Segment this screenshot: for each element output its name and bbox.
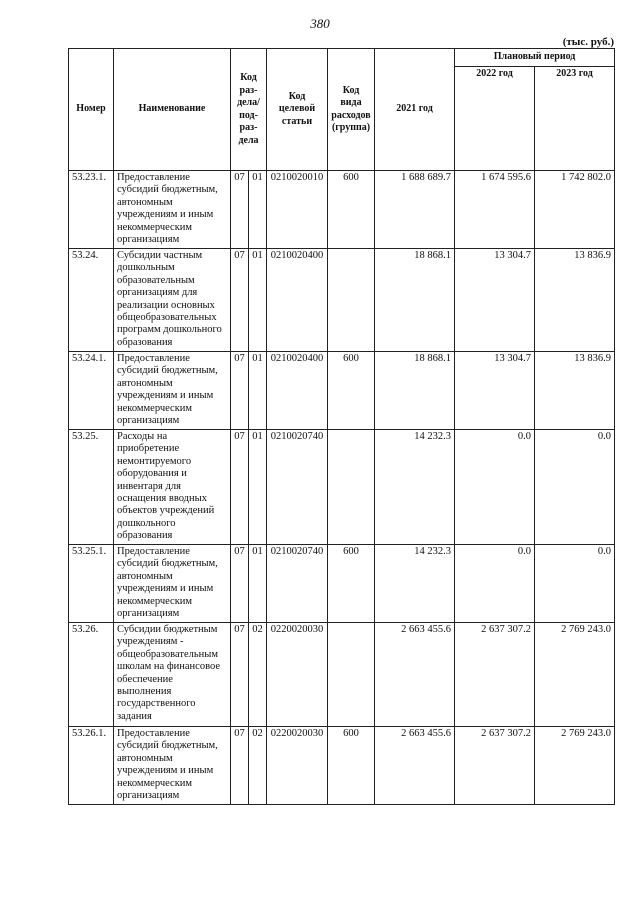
header-2023: 2023 год [535,67,615,171]
budget-table [68,48,615,805]
table-row [69,352,615,430]
row-2023: 1 742 802.0 [535,171,615,249]
row-name: Предоставление субсидий бюджетным, автономным учреждениям и иным некоммерческим организациям [114,171,231,249]
row-2023: 2 769 243.0 [535,623,615,727]
header-2021: 2021 год [375,49,455,171]
row-2022: 0.0 [455,545,535,623]
row-expense-type [328,249,375,352]
table-row [69,430,615,545]
row-target: 0220020030 [267,623,328,727]
row-number: 53.24. [69,249,114,352]
table-row [69,171,615,249]
row-section: 07 [231,430,249,545]
row-section: 07 [231,623,249,727]
row-subsection: 02 [249,623,267,727]
row-section: 07 [231,727,249,805]
row-subsection: 01 [249,352,267,430]
row-subsection: 01 [249,545,267,623]
table-row [69,249,615,352]
row-number: 53.24.1. [69,352,114,430]
header-2022: 2022 год [455,67,535,171]
row-target: 0210020010 [267,171,328,249]
table-row [69,545,615,623]
row-number: 53.25. [69,430,114,545]
row-section: 07 [231,545,249,623]
row-name: Предоставление субсидий бюджетным, автономным учреждениям и иным некоммерческим организациям [114,727,231,805]
row-number: 53.26.1. [69,727,114,805]
row-name: Субсидии частным дошкольным образовательным организациям для реализации основных общеобразовательных программ дошкольного образования [114,249,231,352]
row-target: 0210020740 [267,545,328,623]
row-2023: 2 769 243.0 [535,727,615,805]
header-expense-type: Код вида расходов (группа) [328,49,375,171]
row-2021: 1 688 689.7 [375,171,455,249]
row-expense-type [328,623,375,727]
row-expense-type: 600 [328,727,375,805]
row-2022: 1 674 595.6 [455,171,535,249]
row-subsection: 01 [249,171,267,249]
row-subsection: 02 [249,727,267,805]
row-target: 0220020030 [267,727,328,805]
row-subsection: 01 [249,430,267,545]
header-target: Код целевой статьи [267,49,328,171]
row-number: 53.26. [69,623,114,727]
units-label: (тыс. руб.) [562,36,614,48]
row-target: 0210020740 [267,430,328,545]
row-2022: 0.0 [455,430,535,545]
row-expense-type: 600 [328,545,375,623]
header-planned-period: Плановый период [455,49,615,67]
row-2021: 14 232.3 [375,545,455,623]
row-2022: 2 637 307.2 [455,727,535,805]
row-2022: 13 304.7 [455,352,535,430]
row-number: 53.25.1. [69,545,114,623]
row-section: 07 [231,249,249,352]
row-2023: 13 836.9 [535,352,615,430]
header-section: Код раз-дела/ под-раз-дела [231,49,267,171]
row-name: Предоставление субсидий бюджетным, автономным учреждениям и иным некоммерческим организациям [114,352,231,430]
row-subsection: 01 [249,249,267,352]
row-section: 07 [231,352,249,430]
row-2023: 13 836.9 [535,249,615,352]
table-row [69,623,615,727]
row-name: Расходы на приобретение немонтируемого оборудования и инвентаря для оснащения вводных объектов учреждений дошкольного образования [114,430,231,545]
row-2021: 18 868.1 [375,249,455,352]
row-2022: 2 637 307.2 [455,623,535,727]
row-section: 07 [231,171,249,249]
header-name: Наименование [114,49,231,171]
row-expense-type: 600 [328,352,375,430]
row-target: 0210020400 [267,249,328,352]
row-2021: 2 663 455.6 [375,727,455,805]
page-number: 380 [310,16,330,31]
row-number: 53.23.1. [69,171,114,249]
row-2023: 0.0 [535,430,615,545]
row-2021: 18 868.1 [375,352,455,430]
row-name: Субсидии бюджетным учреждениям - общеобразовательным школам на финансовое обеспечение выполнения государственного задания [114,623,231,727]
row-name: Предоставление субсидий бюджетным, автономным учреждениям и иным некоммерческим организациям [114,545,231,623]
row-2022: 13 304.7 [455,249,535,352]
table-row [69,727,615,805]
row-2023: 0.0 [535,545,615,623]
row-expense-type: 600 [328,171,375,249]
header-number: Номер [69,49,114,171]
row-2021: 2 663 455.6 [375,623,455,727]
row-target: 0210020400 [267,352,328,430]
row-2021: 14 232.3 [375,430,455,545]
row-expense-type [328,430,375,545]
